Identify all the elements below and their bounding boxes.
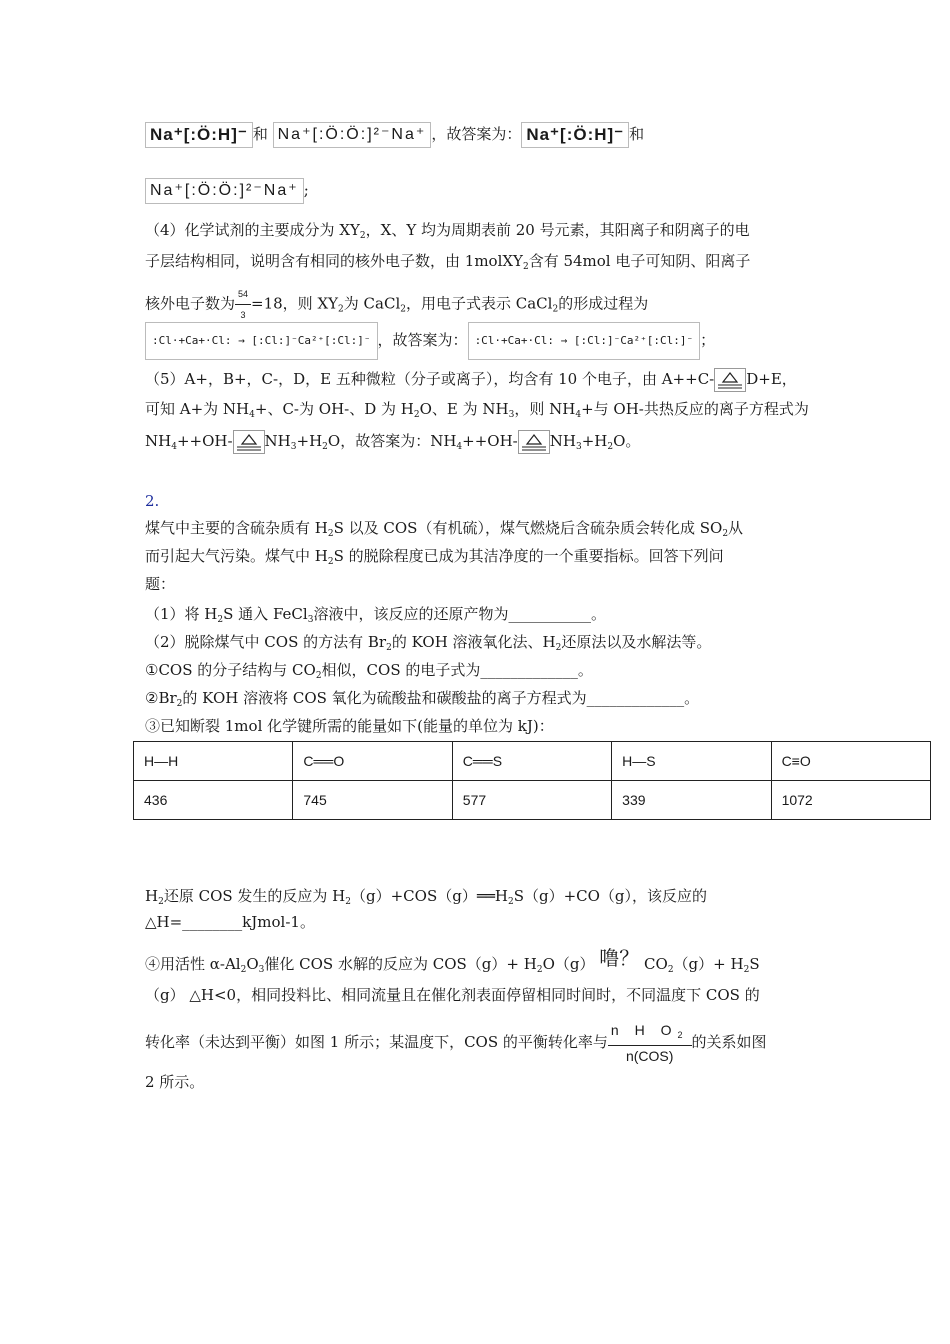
- equilibrium-arrow-garbled: 噜？: [599, 946, 640, 970]
- cacl2-process-answer: :Cl·+Ca+·Cl: → [:Cl:]⁻Ca²⁺[:Cl:]⁻: [468, 322, 701, 360]
- fraction-denominator: n(COS): [625, 1048, 674, 1064]
- q2-sub2-1-b: 相似，COS 的电子式为_____________。: [321, 661, 593, 679]
- cacl2-process: :Cl·+Ca+·Cl: → [:Cl:]⁻Ca²⁺[:Cl:]⁻: [145, 322, 378, 360]
- item5-text-e: O、E 为 NH: [419, 400, 509, 418]
- item5-text-d: +、C-为 OH-、D 为 H: [254, 400, 414, 418]
- q2-sub2-1-a: ①COS 的分子结构与 CO: [145, 661, 316, 679]
- table-row: [134, 742, 931, 781]
- q2-text-c: 从: [728, 519, 744, 537]
- lewis-line-2: [145, 178, 309, 204]
- item4-text-b: ，X、Y 均为周期表前 20 号元素，其阳离子和阴离子的电: [365, 221, 750, 239]
- h2-reaction-line: $H_2$还原 COS 发生的反应为 $H_2(g)+COS(g)══H_2S(g)+CO(g)$，该反应的: [145, 887, 708, 907]
- ratio-fraction: [608, 1020, 692, 1066]
- item4-text-h: ，用电子式表示 CaCl: [405, 294, 553, 313]
- table-cell: 745: [293, 781, 452, 820]
- q2-sub2-4-line-2: （g） △H<0，相同投料比、相同流量且在催化剂表面停留相同时间时，不同温度下 COS 的: [145, 986, 760, 1004]
- lewis-line-1: [145, 122, 644, 148]
- item4-text-g: 为 CaCl: [343, 294, 401, 313]
- item4-text-d: 含有 54mol 电子可知阴、阳离子: [528, 252, 751, 270]
- q2-sub2-2-b: 的 KOH 溶液将 COS 氧化为硫酸盐和碳酸盐的离子方程式为_____________。: [182, 689, 700, 707]
- table-cell: 1072: [771, 781, 930, 820]
- item4-text-e: 核外电子数为: [145, 294, 236, 313]
- item4-text-c: 子层结构相同，说明含有相同的核外电子数，由 1molXY: [145, 252, 523, 270]
- h2-text-a: H: [145, 887, 159, 905]
- q2-sub2-4-f: （g）+ H: [673, 955, 744, 973]
- q2-sub2-4-c: 催化 COS 水解的反应为 COS（g）+ H: [264, 955, 537, 973]
- table-header-cell: C══S: [452, 742, 611, 781]
- q2-sub2-4-line-3: [145, 1020, 767, 1066]
- lewis-na2o2-answer: Na⁺[:Ö:Ö:]²⁻Na⁺: [145, 178, 304, 204]
- q2-sub2-4-b: O: [246, 955, 259, 973]
- h2-text-c: （g）+COS（g）══H: [351, 887, 508, 905]
- heat-condition-icon: [518, 430, 550, 454]
- item4-line-2: 子层结构相同，说明含有相同的核外电子数，由 1molXY$_2$含有 54mol 电子可知阴、阳离子: [145, 252, 751, 272]
- q2-text-a: 煤气中主要的含硫杂质有 H: [145, 519, 328, 537]
- q2-sub2-1: ①COS 的分子结构与 $CO_2$相似，COS 的电子式为_____________。: [145, 661, 593, 681]
- q2-sub1: （1）将 $H_2S$ 通入 FeCl$_3$溶液中，该反应的还原产物为___________。: [145, 605, 606, 625]
- item5-text-k: +H: [296, 432, 323, 450]
- item5-line-1: [145, 368, 797, 392]
- lewis-na2o2: Na⁺[:Ö:Ö:]²⁻Na⁺: [273, 122, 432, 148]
- end-semicolon: ；: [700, 331, 716, 349]
- q2-sub2-4-g: S: [749, 955, 760, 973]
- table-cell: 577: [452, 781, 611, 820]
- q2-sub2-4: ④用活性 $\alpha-Al_2O_3$催化 COS 水解的反应为 $COS(g)+ H_2O(g)$ 噜？ $CO_2(g)+ H_2S$: [145, 946, 760, 975]
- q2-sub2-b: 的 KOH 溶液氧化法、H: [391, 633, 556, 651]
- q2-sub1-b: S 通入 FeCl: [223, 605, 308, 623]
- q2-sub1-a: （1）将 H: [145, 605, 218, 623]
- and-text-2: 和: [629, 125, 645, 143]
- item5-line-3: $NH_4++OH-$ $NH_3+H_2O$，故答案为：$NH_4++OH-$ $NH_3+H_2O$。: [145, 432, 641, 452]
- q2-sub2-2-a: ②Br: [145, 689, 177, 707]
- item5-text-m: ++OH-: [462, 432, 518, 450]
- item5-line-2: 可知 A+为 $NH_4+$、C-为 OH-、D 为 $H_2O$、E 为 $NH_3$，则 $NH_4+$与 OH-共热反应的离子方程式为: [145, 400, 809, 420]
- bond-energy-table: [133, 741, 931, 820]
- h2-text-d: S（g）+CO（g），该反应的: [513, 887, 708, 905]
- q2-para-line-1: 煤气中主要的含硫杂质有 $H_2S$ 以及 COS（有机硫），煤气燃烧后含硫杂质会转化成 $SO_2$从: [145, 519, 744, 539]
- fraction-numerator: n H O: [610, 1022, 678, 1038]
- q2-text-b: S 以及 COS（有机硫），煤气燃烧后含硫杂质会转化成 SO: [333, 519, 723, 537]
- answer-mid: ，故答案为：: [377, 331, 468, 349]
- heat-condition-icon: [714, 368, 746, 392]
- item5-text-i: ++OH-: [176, 432, 233, 450]
- answer-prefix: ，故答案为：: [431, 125, 522, 143]
- q2-sub2-2: $②Br_2$的 KOH 溶液将 COS 氧化为硫酸盐和碳酸盐的离子方程式为_____________。: [145, 689, 700, 709]
- item5-text-j: NH: [264, 432, 291, 450]
- table-header-cell: C══O: [293, 742, 452, 781]
- table-header-cell: H—S: [612, 742, 771, 781]
- fraction-subscript: 2: [677, 1030, 689, 1040]
- question-2-number: 2.: [145, 492, 160, 510]
- q2-sub2-c: 还原法以及水解法等。: [561, 633, 712, 651]
- q2-sub2-4-line-4: 2 所示。: [145, 1073, 205, 1091]
- lewis-naoh: Na⁺[:Ö:H]⁻: [145, 122, 253, 148]
- q2-sub2-4-text-i: 的关系如图: [691, 1033, 767, 1051]
- item4-fraction: $\frac{54}{3}$: [235, 284, 251, 325]
- item4-text-f: =18，则 XY: [251, 294, 339, 313]
- q2-para-line-3: 题：: [145, 575, 176, 593]
- q2-sub2: （2）脱除煤气中 COS 的方法有 $Br_2$的 KOH 溶液氧化法、$H_2$还原法以及水解法等。: [145, 633, 712, 653]
- h2-text-b: 还原 COS 发生的反应为 H: [163, 887, 346, 905]
- item5-text-a: （5）A+，B+，C-，D，E 五种微粒（分子或离子），均含有 10 个电子，由 A++C-: [145, 370, 715, 388]
- item5-text-g: +与 OH-共热反应的离子方程式为: [581, 400, 809, 418]
- item5-text-b: D+E，: [746, 370, 797, 388]
- table-cell: 436: [134, 781, 293, 820]
- q2-sub2-a: （2）脱除煤气中 COS 的方法有 Br: [145, 633, 387, 651]
- q2-sub2-4-a: ④用活性 α-Al: [145, 955, 241, 973]
- q2-sub2-4-d: O（g）: [542, 955, 595, 973]
- delta-h-line: △H=________kJmol-1。: [145, 913, 315, 931]
- item4-text-i: 的形成过程为: [558, 294, 649, 313]
- q2-para-line-2: 而引起大气污染。煤气中 $H_2S$ 的脱除程度已成为其洁净度的一个重要指标。回答下列问: [145, 547, 724, 567]
- table-header-cell: H—H: [134, 742, 293, 781]
- item4-line-1: （4）化学试剂的主要成分为 $XY_2$，X、Y 均为周期表前 20 号元素，其阳离子和阴离子的电: [145, 221, 750, 241]
- item4-line-3: 核外电子数为 $\frac{54}{3}$ =18，则 $XY_2$为 CaCl$_2$，用电子式表示 CaCl$_2$的形成过程为: [145, 284, 648, 325]
- and-text-1: 和: [252, 125, 268, 143]
- item5-text-n: NH: [549, 432, 576, 450]
- q2-sub2-4-e: CO: [644, 955, 668, 973]
- q2-text-e: S 的脱除程度已成为其洁净度的一个重要指标。回答下列问: [333, 547, 724, 565]
- item5-text-f: ，则 NH: [514, 400, 576, 418]
- item5-text-p: O。: [613, 432, 641, 450]
- table-cell: 339: [612, 781, 771, 820]
- table-row: [134, 781, 931, 820]
- item5-text-o: +H: [581, 432, 608, 450]
- q2-sub1-c: 溶液中，该反应的还原产物为___________。: [313, 605, 606, 623]
- q2-text-d: 而引起大气污染。煤气中 H: [145, 547, 328, 565]
- heat-condition-icon: [233, 430, 265, 454]
- item4-text-a: （4）化学试剂的主要成分为 XY: [145, 221, 360, 239]
- semicolon: ;: [303, 181, 309, 199]
- cacl2-line: [145, 322, 715, 360]
- item5-text-h: NH: [145, 432, 172, 450]
- table-header-cell: C≡O: [771, 742, 930, 781]
- q2-sub2-4-text-h: 转化率（未达到平衡）如图 1 所示；某温度下，COS 的平衡转化率与: [145, 1033, 608, 1051]
- item5-text-l: O，故答案为：NH: [327, 432, 457, 450]
- item5-text-c: 可知 A+为 NH: [145, 400, 250, 418]
- q2-sub2-3: ③已知断裂 1mol 化学键所需的能量如下(能量的单位为 kJ)：: [145, 717, 554, 735]
- lewis-naoh-answer: Na⁺[:Ö:H]⁻: [521, 122, 629, 148]
